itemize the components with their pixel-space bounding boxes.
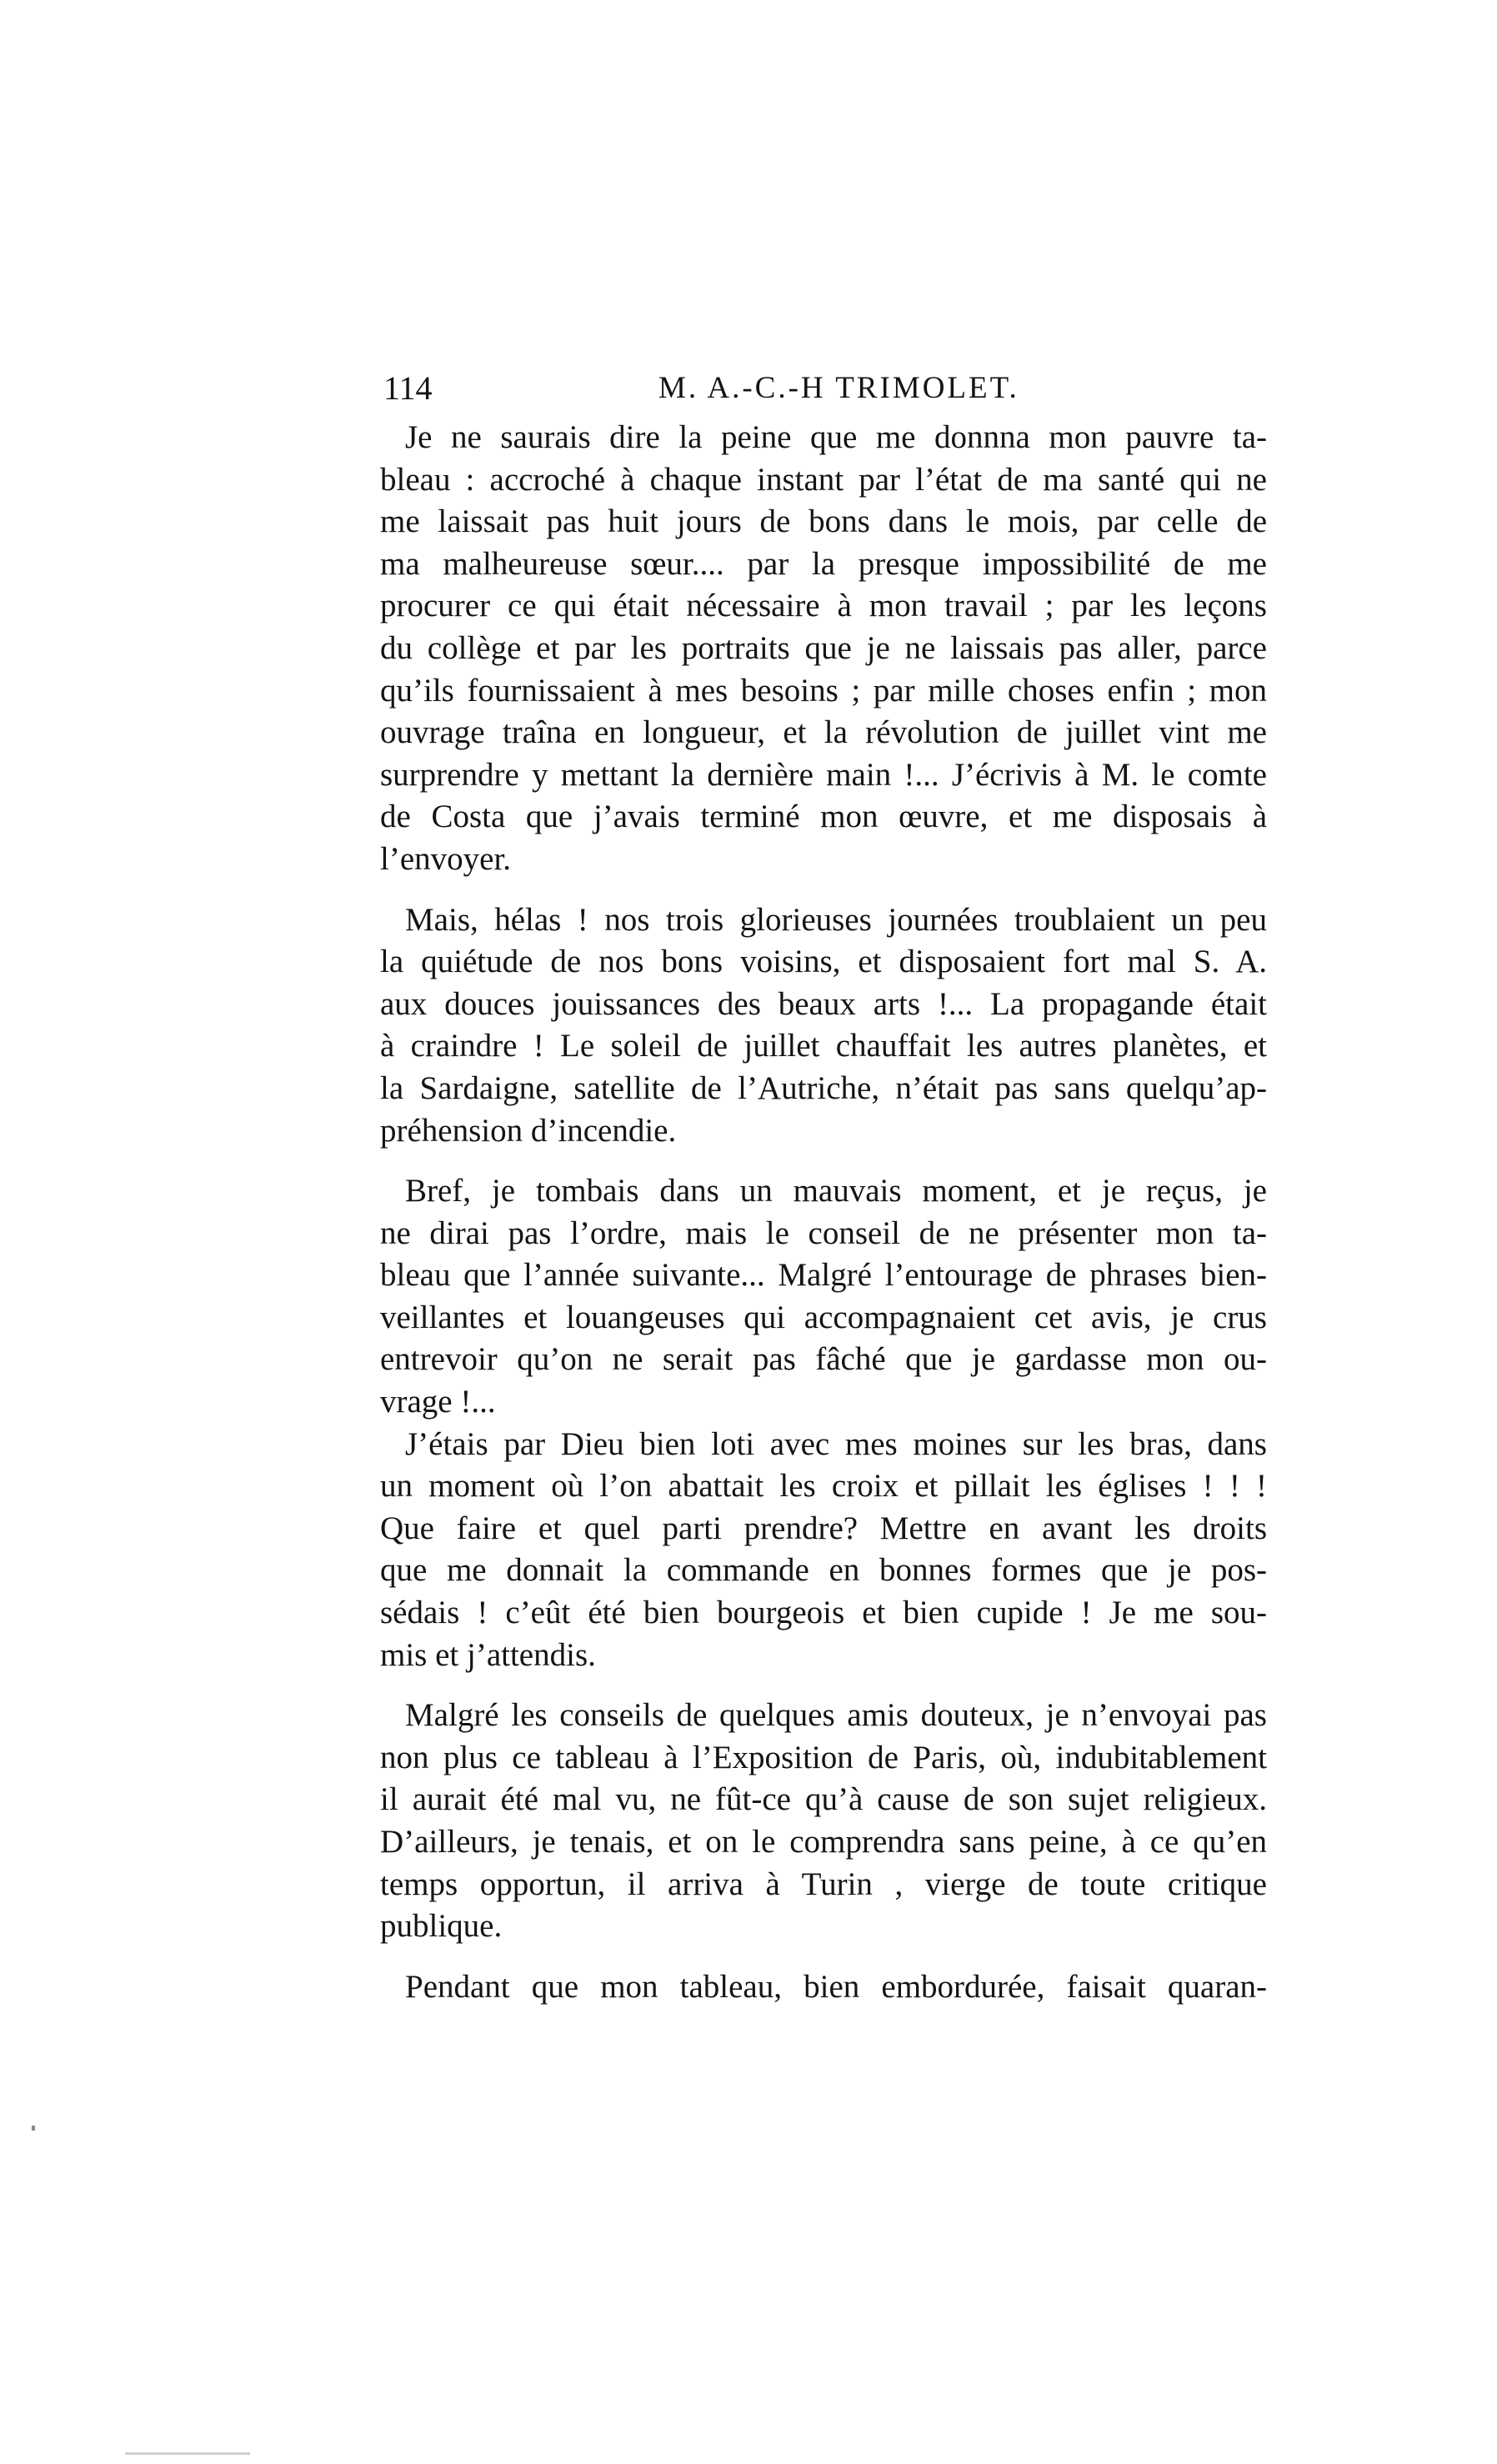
- text-line: temps opportun, il arriva à Turin , vierge de toute critique: [380, 1866, 1267, 1902]
- text-line: procurer ce qui était nécessaire à mon travail ; par les leçons: [380, 588, 1267, 624]
- text-line: préhension d’incendie.: [380, 1112, 677, 1149]
- paragraph: [380, 417, 1267, 881]
- text-line: vrage !...: [380, 1384, 496, 1420]
- paragraph: [380, 1424, 1267, 1677]
- text-line: Bref, je tombais dans un mauvais moment, et je reçus, je: [405, 1173, 1267, 1209]
- scan-artifact-line: [125, 2452, 250, 2455]
- text-line: ma malheureuse sœur.... par la presque impossibilité de me: [380, 545, 1267, 582]
- text-line: que me donnait la commande en bonnes formes que je pos-: [380, 1552, 1267, 1589]
- text-line: Malgré les conseils de quelques amis douteux, je n’envoyai pas: [405, 1697, 1267, 1734]
- text-line: bleau que l’année suivante... Malgré l’entourage de phrases bien-: [380, 1257, 1267, 1294]
- page-number: 114: [383, 369, 433, 407]
- text-line: Je ne saurais dire la peine que me donnna mon pauvre ta-: [405, 419, 1267, 455]
- text-line: ouvrage traîna en longueur, et la révolution de juillet vint me: [380, 714, 1267, 751]
- text-line: veillantes et louangeuses qui accompagnaient cet avis, je crus: [380, 1299, 1267, 1335]
- text-line: publique.: [380, 1908, 503, 1945]
- text-line: entrevoir qu’on ne serait pas fâché que je gardasse mon ou-: [380, 1341, 1267, 1378]
- text-line: D’ailleurs, je tenais, et on le comprendra sans peine, à ce qu’en: [380, 1824, 1267, 1860]
- text-line: du collège et par les portraits que je ne laissais pas aller, parce: [380, 629, 1267, 666]
- text-line: la quiétude de nos bons voisins, et disposaient fort mal S. A.: [380, 944, 1267, 980]
- text-line: sédais ! c’eût été bien bourgeois et bien cupide ! Je me sou-: [380, 1595, 1267, 1631]
- text-line: non plus ce tableau à l’Exposition de Paris, où, indubitablement: [380, 1739, 1267, 1775]
- text-line: aux douces jouissances des beaux arts !... La propagande était: [380, 985, 1267, 1022]
- text-line: à craindre ! Le soleil de juillet chauffait les autres planètes, et: [380, 1028, 1267, 1064]
- text-line: me laissait pas huit jours de bons dans le mois, par celle de: [380, 503, 1267, 540]
- text-line: de Costa que j’avais terminé mon œuvre, et me disposais à: [380, 799, 1267, 835]
- text-line: bleau : accroché à chaque instant par l’état de ma santé qui ne: [380, 461, 1267, 498]
- text-line: Pendant que mon tableau, bien embordurée, faisait quaran-: [405, 1968, 1267, 2005]
- text-line: surprendre y mettant la dernière main !... J’écrivis à M. le comte: [380, 756, 1267, 793]
- body-text: [380, 417, 1267, 2008]
- running-head: [383, 363, 1267, 413]
- text-line: ne dirai pas l’ordre, mais le conseil de ne présenter mon ta-: [380, 1214, 1267, 1251]
- text-line: la Sardaigne, satellite de l’Autriche, n’était pas sans quelqu’ap-: [380, 1069, 1267, 1106]
- running-title: M. A.-C.-H TRIMOLET.: [658, 371, 1019, 405]
- text-line: un moment où l’on abattait les croix et pillait les églises ! ! !: [380, 1468, 1267, 1505]
- text-line: qu’ils fournissaient à mes besoins ; par mille choses enfin ; mon: [380, 672, 1267, 709]
- paragraph: [380, 1170, 1267, 1424]
- text-line: l’envoyer.: [380, 840, 512, 877]
- text-line: J’étais par Dieu bien loti avec mes moines sur les bras, dans: [405, 1425, 1267, 1462]
- paragraph: [405, 1966, 1267, 2009]
- text-line: Mais, hélas ! nos trois glorieuses journées troublaient un peu: [405, 901, 1267, 938]
- text-line: il aurait été mal vu, ne fût-ce qu’à cause de son sujet religieux.: [380, 1781, 1267, 1818]
- text-line: Que faire et quel parti prendre? Mettre en avant les droits: [380, 1510, 1267, 1546]
- paragraph: [380, 1695, 1267, 1948]
- text-line: mis et j’attendis.: [380, 1636, 596, 1673]
- paragraph: [380, 899, 1267, 1153]
- scan-artifact-dot: [32, 2126, 35, 2131]
